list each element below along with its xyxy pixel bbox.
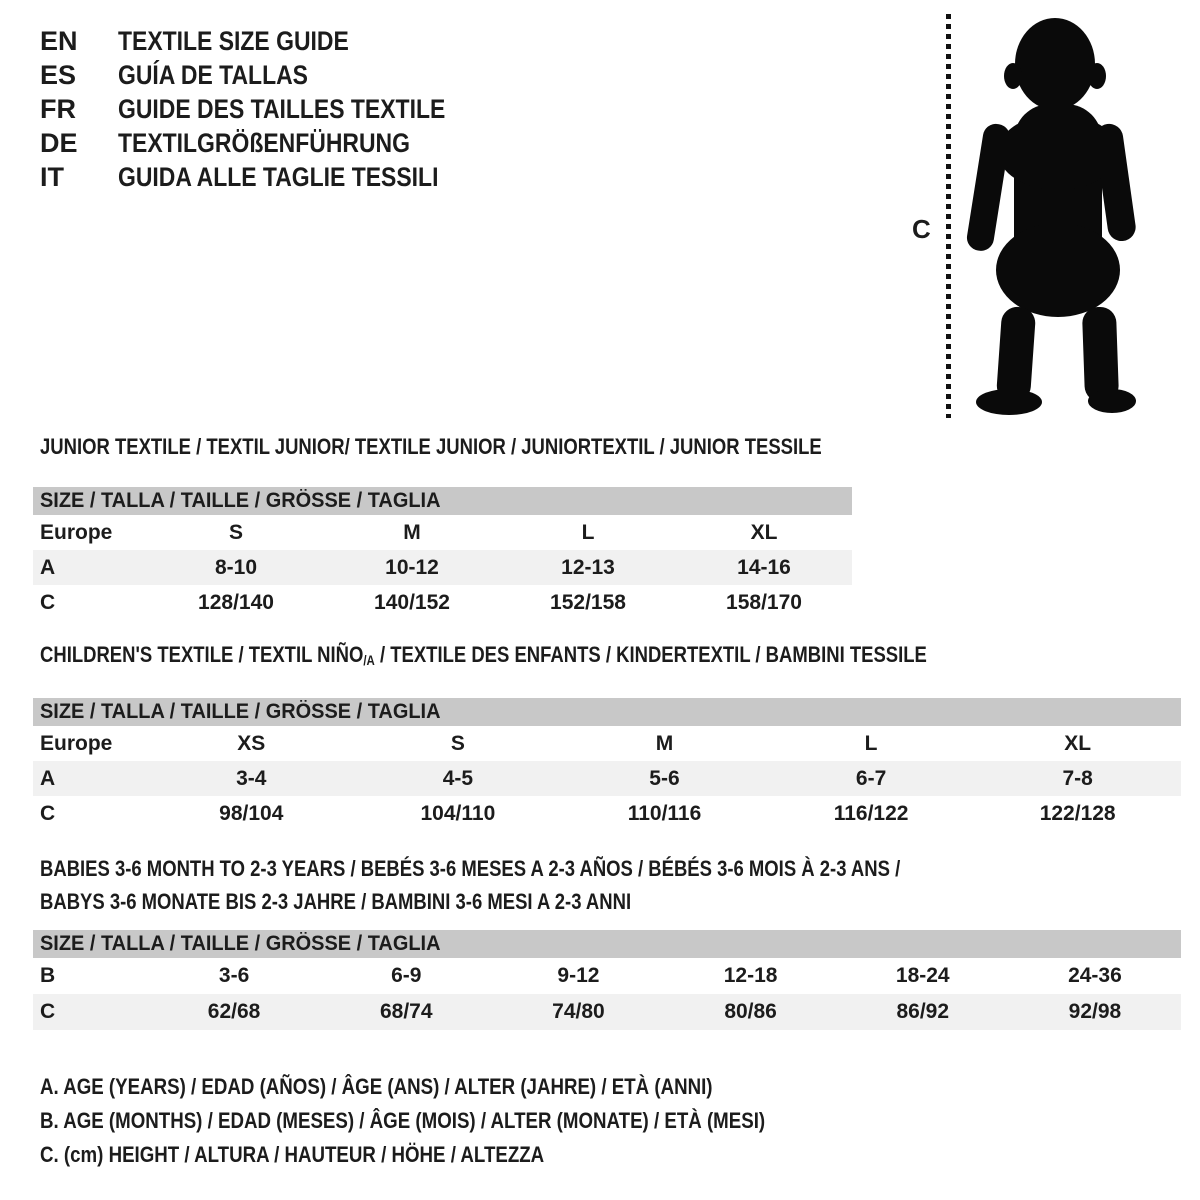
cell-value: 122/128 <box>1039 801 1116 825</box>
heading-pre: CHILDREN'S TEXTILE / TEXTIL NIÑO <box>40 642 364 667</box>
guide-title: GUÍA DE TALLAS <box>118 60 308 90</box>
section-heading <box>40 434 852 460</box>
cell-value: 5-6 <box>649 766 680 790</box>
language-header <box>40 24 503 194</box>
cell-value: 3-6 <box>218 964 250 987</box>
cell-value: 116/122 <box>833 801 909 825</box>
cell-value: 98/104 <box>219 801 284 825</box>
language-row-fr <box>40 92 503 126</box>
table-row-europe <box>33 726 1181 761</box>
guide-title: GUIDE DES TAILLES TEXTILE <box>118 94 446 124</box>
cell-value: 6-9 <box>391 964 422 987</box>
heading-line-2-text: BABYS 3-6 MONATE BIS 2-3 JAHRE / BAMBINI 3-6 MESI A 2-3 ANNI <box>40 889 632 914</box>
table-row-b <box>33 958 1181 994</box>
heading-sub: /A <box>363 653 375 668</box>
heading-line-2 <box>40 885 1181 918</box>
cell-value: 110/116 <box>627 801 702 825</box>
section-junior-textile <box>33 434 852 620</box>
cell-value: 104/110 <box>420 801 496 825</box>
guide-title: TEXTILE SIZE GUIDE <box>118 26 349 56</box>
language-row-en <box>40 24 503 58</box>
language-code: IT <box>40 162 64 192</box>
table-row-europe <box>33 515 852 550</box>
size-header-bar <box>33 487 852 515</box>
guide-title: TEXTILGRÖßENFÜHRUNG <box>118 128 410 158</box>
row-label: A <box>40 766 56 790</box>
cell-value: 9-12 <box>557 964 600 987</box>
cell-value: 8-10 <box>214 555 258 579</box>
row-label: C <box>40 801 56 825</box>
height-measure-label: C <box>912 214 931 244</box>
heading-line-1-text: BABIES 3-6 MONTH TO 2-3 YEARS / BEBÉS 3-6 MESES A 2-3 AÑOS / BÉBÉS 3-6 MOIS À 2-3 ANS / <box>40 856 901 881</box>
size-header-text: SIZE / TALLA / TAILLE / GRÖSSE / TAGLIA <box>40 932 441 955</box>
size-header-bar <box>33 698 1181 726</box>
language-row-es <box>40 58 503 92</box>
section-babies-textile <box>33 852 1181 1030</box>
language-code: DE <box>40 128 78 158</box>
legend <box>40 1070 893 1172</box>
heading-line-1 <box>40 852 1181 885</box>
size-header-text: SIZE / TALLA / TAILLE / GRÖSSE / TAGLIA <box>40 700 441 723</box>
cell-value: 24-36 <box>1068 964 1122 987</box>
cell-value: XS <box>237 731 266 755</box>
row-label: A <box>40 555 56 579</box>
language-row-it <box>40 160 503 194</box>
language-code: FR <box>40 94 76 124</box>
cell-value: 4-5 <box>442 766 474 790</box>
table-row-c <box>33 994 1181 1030</box>
legend-line-b-text: B. AGE (MONTHS) / EDAD (MESES) / ÂGE (MOIS) / ALTER (MONATE) / ETÀ (MESI) <box>40 1108 766 1133</box>
section-childrens-textile <box>33 642 1181 831</box>
cell-value: 92/98 <box>1068 1000 1122 1023</box>
heading-post: / TEXTILE DES ENFANTS / KINDERTEXTIL / BAMBINI TESSILE <box>374 642 927 667</box>
cell-value: 140/152 <box>374 590 450 614</box>
cell-value: 158/170 <box>726 590 802 614</box>
section-heading-text <box>40 642 927 674</box>
cell-value: L <box>864 731 878 755</box>
row-label: Europe <box>40 731 113 755</box>
section-heading <box>40 852 1181 918</box>
row-label: C <box>40 1000 56 1023</box>
cell-value: 3-4 <box>236 766 267 790</box>
size-table <box>33 515 852 620</box>
cell-value: 74/80 <box>552 1000 605 1023</box>
cell-value: XL <box>750 520 778 544</box>
cell-value: 10-12 <box>385 555 439 579</box>
legend-line-a-text: A. AGE (YEARS) / EDAD (AÑOS) / ÂGE (ANS) / ALTER (JAHRE) / ETÀ (ANNI) <box>40 1074 713 1099</box>
cell-value: 12-18 <box>723 964 778 987</box>
table-row-a <box>33 550 852 585</box>
cell-value: 152/158 <box>550 590 626 614</box>
cell-value: S <box>450 731 465 755</box>
cell-value: 80/86 <box>724 1000 777 1023</box>
legend-line-c-text: C. (cm) HEIGHT / ALTURA / HAUTEUR / HÖHE / ALTEZZA <box>40 1142 545 1167</box>
size-header-bar <box>33 930 1181 958</box>
row-label: B <box>40 964 56 987</box>
cell-value: M <box>655 731 674 755</box>
cell-value: XL <box>1064 731 1092 755</box>
table-row-c <box>33 796 1181 831</box>
cell-value: 14-16 <box>737 555 791 579</box>
language-row-de <box>40 126 503 160</box>
row-label: Europe <box>40 520 113 544</box>
cell-value: 6-7 <box>855 766 887 790</box>
size-header-text: SIZE / TALLA / TAILLE / GRÖSSE / TAGLIA <box>40 489 441 512</box>
cell-value: M <box>403 520 421 544</box>
table-row-c <box>33 585 852 620</box>
section-heading-text: JUNIOR TEXTILE / TEXTIL JUNIOR/ TEXTILE JUNIOR / JUNIORTEXTIL / JUNIOR TESSILE <box>40 434 822 459</box>
cell-value: 128/140 <box>198 590 274 614</box>
height-measure-dotted-line <box>946 14 951 418</box>
cell-value: 62/68 <box>207 1000 261 1023</box>
language-code: ES <box>40 60 77 90</box>
table-row-a <box>33 761 1181 796</box>
section-heading <box>40 642 1181 674</box>
cell-value: 18-24 <box>895 964 950 987</box>
cell-value: 68/74 <box>379 1000 433 1023</box>
legend-line-b <box>40 1104 893 1138</box>
guide-title: GUIDA ALLE TAGLIE TESSILI <box>118 162 439 192</box>
language-code: EN <box>40 26 78 56</box>
legend-line-a <box>40 1070 893 1104</box>
cell-value: S <box>228 520 243 544</box>
size-table <box>33 726 1181 831</box>
toddler-silhouette-image <box>962 12 1140 418</box>
cell-value: 7-8 <box>1062 766 1093 790</box>
cell-value: 12-13 <box>561 555 615 579</box>
cell-value: 86/92 <box>896 1000 950 1023</box>
legend-line-c <box>40 1138 893 1172</box>
size-table <box>33 958 1181 1030</box>
cell-value: L <box>581 520 595 544</box>
row-label: C <box>40 590 56 614</box>
